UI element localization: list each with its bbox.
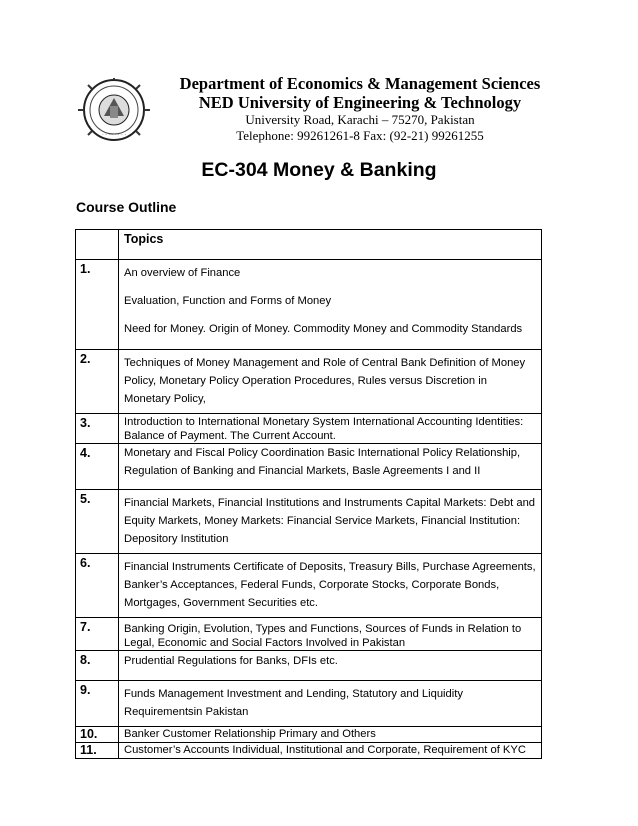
row-number: 2.	[76, 350, 119, 414]
topic-line: Need for Money. Origin of Money. Commodity Money and Commodity Standards	[124, 323, 523, 335]
row-number: 10.	[76, 727, 119, 743]
address: University Road, Karachi – 75270, Pakistan	[245, 112, 475, 127]
header-topics-cell: Topics	[119, 230, 542, 260]
row-topic: Introduction to International Monetary System International Accounting Identities: Balance of Payment. The Current Account.	[119, 414, 542, 444]
row-number: 5.	[76, 490, 119, 554]
row-topic: Financial Markets, Financial Institutions and Instruments Capital Markets: Debt and Equity Markets, Money Markets: Financial Service Markets, Financial Institution: Depository Institution	[119, 490, 542, 554]
table-header-row	[76, 230, 542, 260]
table-row	[76, 490, 542, 554]
row-topic: Monetary and Fiscal Policy Coordination Basic International Policy Relationship, Regulation of Banking and Financial Markets, Basle Agreements I and II	[119, 444, 542, 490]
section-heading: Course Outline	[76, 199, 177, 215]
row-topic: Financial Instruments Certificate of Deposits, Treasury Bills, Purchase Agreements, Banker’s Acceptances, Federal Funds, Corporate Stocks, Corporate Bonds, Mortgages, Government Securities etc.	[119, 554, 542, 618]
row-number: 3.	[76, 414, 119, 444]
row-topic: Customer’s Accounts Individual, Institutional and Corporate, Requirement of KYC	[119, 743, 542, 759]
table-row	[76, 444, 542, 490]
table-row	[76, 260, 542, 350]
row-number: 4.	[76, 444, 119, 490]
row-topic: Funds Management Investment and Lending, Statutory and Liquidity Requirementsin Pakistan	[119, 681, 542, 727]
row-topic: Prudential Regulations for Banks, DFIs etc.	[119, 651, 542, 681]
table-row	[76, 727, 542, 743]
row-number: 7.	[76, 618, 119, 651]
university-seal-logo	[74, 78, 154, 142]
row-number: 9.	[76, 681, 119, 727]
table-row	[76, 414, 542, 444]
row-topic	[119, 260, 542, 350]
letterhead	[150, 74, 570, 144]
topic-line: Evaluation, Function and Forms of Money	[124, 295, 332, 307]
row-number: 1.	[76, 260, 119, 350]
table-row	[76, 554, 542, 618]
table-row	[76, 618, 542, 651]
table-row	[76, 350, 542, 414]
course-outline-table	[75, 229, 542, 759]
row-topic: Techniques of Money Management and Role of Central Bank Definition of Money Policy, Monetary Policy Operation Procedures, Rules versus Discretion in Monetary Policy,	[119, 350, 542, 414]
department-name: Department of Economics & Management Sciences	[179, 74, 541, 93]
topic-line: An overview of Finance	[124, 267, 241, 279]
svg-text:· · · · · · · ·: · · · · · · · ·	[102, 132, 126, 138]
course-title: EC-304 Money & Banking	[201, 159, 437, 181]
row-number: 11.	[76, 743, 119, 759]
university-name: NED University of Engineering & Technology	[198, 93, 522, 112]
table-row	[76, 651, 542, 681]
header-num-cell	[76, 230, 119, 260]
contact-numbers: Telephone: 99261261-8 Fax: (92-21) 99261255	[236, 128, 484, 143]
row-topic: Banking Origin, Evolution, Types and Functions, Sources of Funds in Relation to Legal, Economic and Social Factors Involved in Pakistan	[119, 618, 542, 651]
table-row	[76, 681, 542, 727]
row-topic: Banker Customer Relationship Primary and Others	[119, 727, 542, 743]
row-number: 6.	[76, 554, 119, 618]
table-row	[76, 743, 542, 759]
row-number: 8.	[76, 651, 119, 681]
